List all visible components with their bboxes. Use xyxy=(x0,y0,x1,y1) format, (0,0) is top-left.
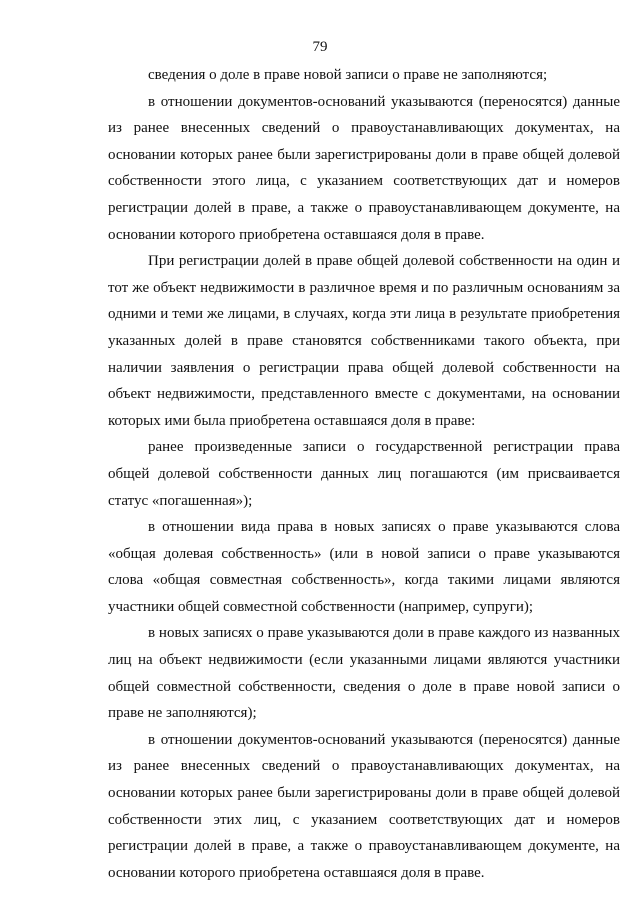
paragraph: в новых записях о праве указываются доли в праве каждого из названных лиц на объект недвижимости (если указанными лицами являются участники общей совместной собственности, сведения о доле в праве новой записи о праве не заполняются); xyxy=(108,625,620,722)
paragraph: в отношении документов-оснований указываются (переносятся) данные из ранее внесенных сведений о правоустанавливающих документах, на основании которых ранее были зарегистрированы доли в праве общей долевой собственности этого лица, с указанием соответствующих дат и номеров регистрации долей в праве, а также о правоустанавливающем документе, на основании которого приобретена оставшаяся доля в праве. xyxy=(108,93,620,243)
document-body xyxy=(108,62,620,886)
paragraph: ранее произведенные записи о государственной регистрации права общей долевой собственности данных лиц погашаются (им присваивается статус «погашенная»); xyxy=(108,439,620,509)
paragraph: в отношении вида права в новых записях о праве указываются слова «общая долевая собственность» (или в новой записи о праве указываются слова «общая совместная собственность», когда такими лицами являются участники общей совместной собственности (например, супруги); xyxy=(108,519,620,615)
page-number: 79 xyxy=(312,39,328,55)
paragraph: сведения о доле в праве новой записи о праве не заполняются; xyxy=(148,67,548,83)
paragraph: При регистрации долей в праве общей долевой собственности на один и тот же объект недвижимости в различное время и по различным основаниям за одними и теми же лицами, в случаях, когда эти лица в результате приобретения указанных долей в праве становятся собственниками такого объекта, при наличии заявления о регистрации права общей долевой собственности на объект недвижимости, представленного вместе с документами, на основании которых ими была приобретена оставшаяся доля в праве: xyxy=(108,253,620,429)
paragraph: в отношении документов-оснований указываются (переносятся) данные из ранее внесенных сведений о правоустанавливающих документах, на основании которых ранее были зарегистрированы доли в праве общей долевой собственности этих лиц, с указанием соответствующих дат и номеров регистрации долей в праве, а также о правоустанавливающем документе, на основании которого приобретена оставшаяся доля в праве. xyxy=(108,731,620,881)
